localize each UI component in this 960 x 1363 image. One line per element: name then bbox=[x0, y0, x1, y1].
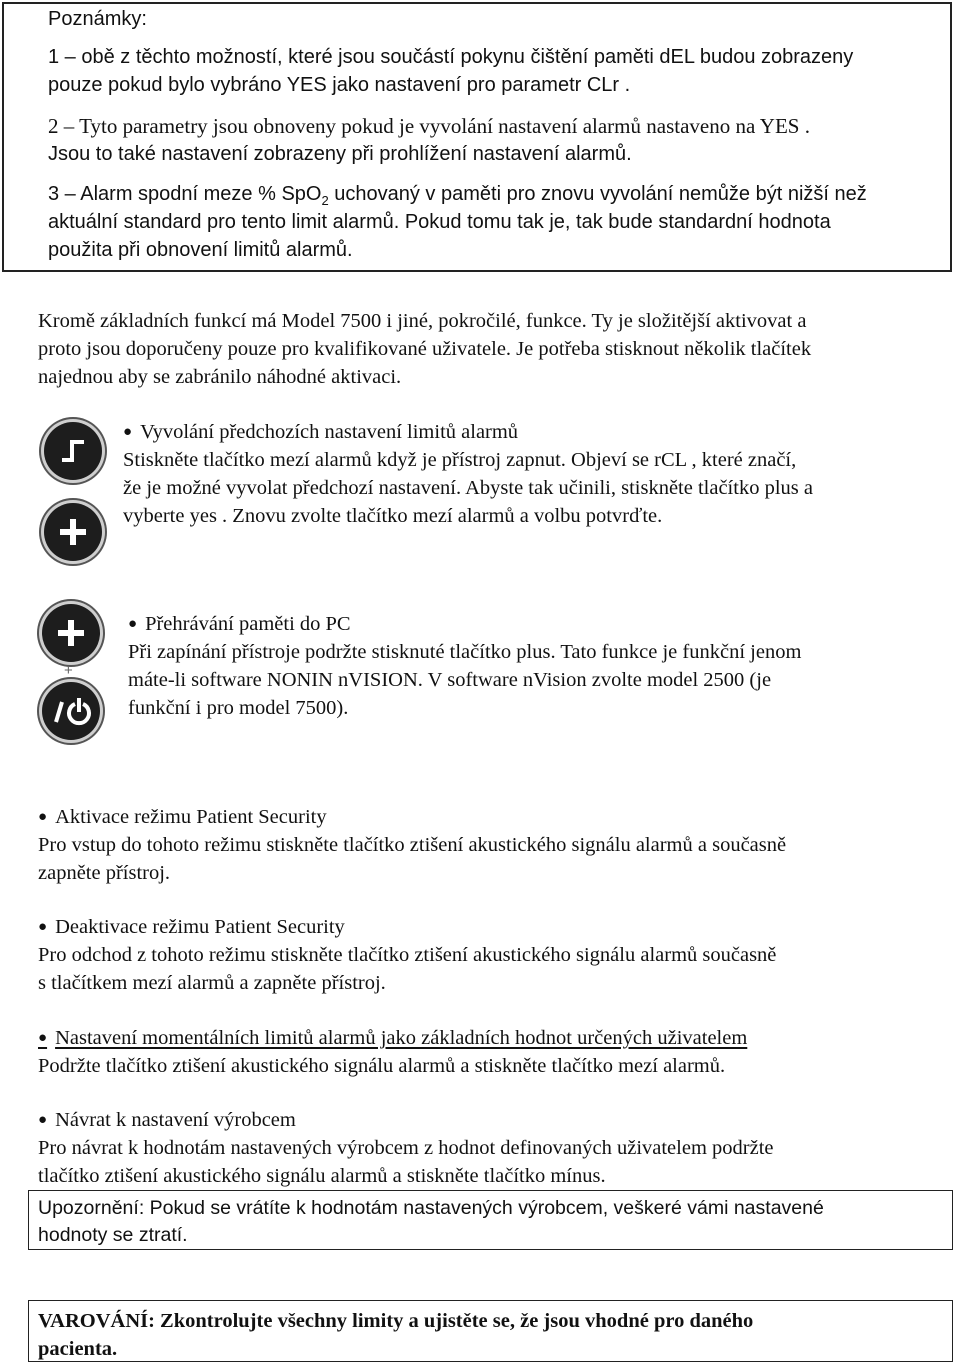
recall-line-1: Stiskněte tlačítko mezí alarmů když je přístroj zapnut. Objeví se rCL , které značí, bbox=[123, 449, 797, 471]
deactivate-title: ● Deaktivace režimu Patient Security bbox=[38, 913, 345, 943]
recall-title: ● Vyvolání předchozích nastavení limitů alarmů bbox=[123, 418, 518, 448]
plus-icon bbox=[44, 503, 102, 561]
factory-title: ● Návrat k nastavení výrobcem bbox=[38, 1106, 296, 1136]
intro-line-3: najednou aby se zabránilo náhodné aktivaci. bbox=[38, 366, 402, 388]
warning-line-2: pacienta. bbox=[38, 1338, 118, 1360]
deactivate-line-2: s tlačítkem mezí alarmů a zapněte přístroj. bbox=[38, 972, 386, 994]
note-2-line-1: 2 – Tyto parametry jsou obnoveny pokud je vyvolání nastavení alarmů nastaveno na YES . bbox=[48, 114, 810, 138]
caution-line-1: Upozornění: Pokud se vrátíte k hodnotám nastavených výrobcem, veškeré vámi nastavené bbox=[38, 1197, 824, 1219]
caution-line-2: hodnoty se ztratí. bbox=[38, 1224, 188, 1246]
power-icon bbox=[42, 682, 100, 740]
warning-line-1: VAROVÁNÍ: Zkontrolujte všechny limity a ujistěte se, že jsou vhodné pro daného bbox=[38, 1310, 754, 1332]
intro-line-2: proto jsou doporučeny pouze pro kvalifikované uživatele. Je potřeba stisknout několik tlačítek bbox=[38, 338, 812, 360]
note-2-line-2: Jsou to také nastavení zobrazeny při prohlížení nastavení alarmů. bbox=[48, 143, 632, 165]
note-3-line-3: použita při obnovení limitů alarmů. bbox=[48, 239, 353, 261]
note-3-line-2: aktuální standard pro tento limit alarmů. Pokud tomu tak je, tak bude standardní hodnota bbox=[48, 211, 831, 233]
playback-line-2: máte-li software NONIN nVISION. V software nVision zvolte model 2500 (je bbox=[128, 669, 772, 691]
activate-line-2: zapněte přístroj. bbox=[38, 862, 171, 884]
intro-line-1: Kromě základních funkcí má Model 7500 i jiné, pokročilé, funkce. Ty je složitější aktivovat a bbox=[38, 310, 807, 332]
recall-line-2: že je možné vyvolat předchozí nastavení. Abyste tak učinili, stiskněte tlačítko plus a bbox=[123, 477, 813, 499]
playback-title: ● Přehrávání paměti do PC bbox=[128, 610, 351, 640]
note-1-line-1: 1 – obě z těchto možností, které jsou součástí pokynu čištění paměti dEL budou zobrazeny bbox=[48, 46, 854, 68]
activate-line-1: Pro vstup do tohoto režimu stiskněte tlačítko ztišení akustického signálu alarmů a současně bbox=[38, 834, 787, 856]
set-base-title: ● Nastavení momentálních limitů alarmů jako základních hodnot určených uživatelem bbox=[38, 1024, 747, 1054]
playback-line-3: funkční i pro model 7500). bbox=[128, 697, 349, 719]
set-base-line-1: Podržte tlačítko ztišení akustického signálu alarmů a stiskněte tlačítko mezí alarmů. bbox=[38, 1055, 726, 1077]
note-3-prefix: 3 – Alarm spodní meze % SpO bbox=[48, 183, 322, 205]
activate-title: ● Aktivace režimu Patient Security bbox=[38, 803, 327, 833]
small-plus-icon: + bbox=[64, 662, 73, 679]
deactivate-line-1: Pro odchod z tohoto režimu stiskněte tlačítko ztišení akustického signálu alarmů současně bbox=[38, 944, 777, 966]
note-1-line-2: pouze pokud bylo vybráno YES jako nastavení pro parametr CLr . bbox=[48, 74, 631, 96]
notes-title: Poznámky: bbox=[48, 8, 147, 30]
note-3-suffix: uchovaný v paměti pro znovu vyvolání nemůže být nižší než bbox=[328, 183, 867, 205]
subscript-2: 2 bbox=[321, 193, 329, 208]
recall-line-3: vyberte yes . Znovu zvolte tlačítko mezí alarmů a volbu potvrďte. bbox=[123, 505, 663, 527]
factory-line-1: Pro návrat k hodnotám nastavených výrobcem z hodnot definovaných uživatelem podržte bbox=[38, 1137, 774, 1159]
alarm-limits-icon bbox=[44, 422, 102, 480]
factory-line-2: tlačítko ztišení akustického signálu alarmů a stiskněte tlačítko mínus. bbox=[38, 1165, 606, 1187]
playback-line-1: Při zapínání přístroje podržte stisknuté tlačítko plus. Tato funkce je funkční jenom bbox=[128, 641, 802, 663]
plus-icon bbox=[42, 604, 100, 662]
